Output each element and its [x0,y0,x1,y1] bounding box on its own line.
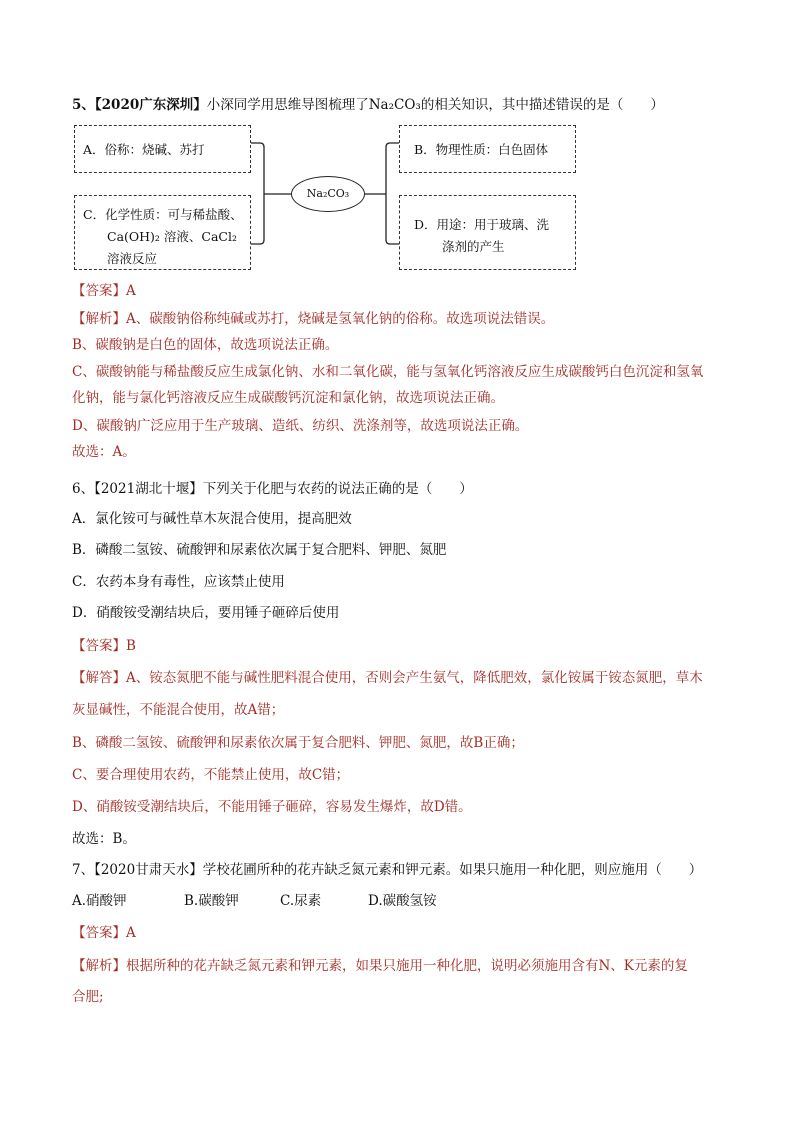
q5-analysis-line-3: C、碳酸钠能与稀盐酸反应生成氯化钠、水和二氧化碳，能与氢氧化钙溶液反应生成碳酸钙白色沉淀和氢氧 [72,364,704,380]
q5-choose: 故选：A。 [72,444,136,460]
q6-option-b: B．磷酸二氢铵、硫酸钾和尿素依次属于复合肥料、钾肥、氮肥 [72,542,447,558]
q5-analysis-line-2: B、碳酸钠是白色的固体，故选项说法正确。 [72,337,339,353]
q6-answer-label: 【答案】 [72,638,126,654]
mindmap-box-c [74,195,251,270]
q6-answer [72,636,724,656]
q7-option-b: B.碳酸钾 [184,893,239,909]
mindmap-box-a [74,125,251,173]
q6-analysis-text-1: A、铵态氮肥不能与碱性肥料混合使用，否则会产生氨气，降低肥效，氯化铵属于铵态氮肥，草木 [126,670,703,686]
box-a-text: A．俗称：烧碱、苏打 [83,142,205,157]
q5-answer-label: 【答案】 [72,283,126,299]
q6-stem-line [72,479,724,499]
right-bracket [386,143,400,244]
q5-analysis-line-5: D、碳酸钠广泛应用于生产玻璃、造纸、纺织、洗涤剂等，故选项说法正确。 [72,418,529,434]
q6-analysis-label: 【解答】 [72,670,126,686]
box-d-line-1: D．用途：用于玻璃、洗 [414,217,550,232]
q7-number: 7、 [72,862,95,878]
mindmap-box-b [399,125,576,173]
q7-stem: 学校花圃所种的花卉缺乏氮元素和钾元素。如果只施用一种化肥，则应施用（ ） [202,862,703,878]
q6-analysis-line-3: B、磷酸二氢铵、硫酸钾和尿素依次属于复合肥料、钾肥、氮肥，故B正确； [72,735,524,751]
left-bracket [250,143,264,244]
q7-analysis-text-1: 根据所种的花卉缺乏氮元素和钾元素，如果只施用一种化肥，说明必须施用含有N、K元素的复 [126,958,688,974]
q7-option-d: D.碳酸氢铵 [368,893,437,909]
q5-stem: 小深同学用思维导图梳理了Na₂CO₃的相关知识，其中描述错误的是（ ） [206,97,664,113]
box-c-line-1: C．化学性质：可与稀盐酸、 [83,207,243,222]
q7-answer-value: A [126,925,136,941]
q6-stem: 下列关于化肥与农药的说法正确的是（ ） [202,481,473,497]
q6-number: 6、 [72,481,95,497]
q7-answer [72,923,724,943]
q6-choose: 故选：B。 [72,831,136,847]
box-c-line-2: Ca(OH)₂ 溶液、CaCl₂ [107,229,237,244]
q5-analysis-label: 【解析】 [72,311,126,327]
q7-analysis-line-2: 合肥; [72,989,104,1005]
q7-option-c: C.尿素 [280,893,322,909]
q7-option-a: A.硝酸钾 [72,893,127,909]
q5-number: 5、 [72,97,95,113]
q5-analysis-text-1: A、碳酸钠俗称纯碱或苏打，烧碱是氢氧化钠的俗称。故选项说法错误。 [126,311,555,327]
mindmap-center-na2co3: Na₂CO₃ [291,176,365,212]
q6-analysis-line-1 [72,668,724,688]
q6-option-c: C．农药本身有毒性，应该禁止使用 [72,574,285,590]
q7-analysis-line-1 [72,956,724,976]
box-c-line-3: 溶液反应 [107,251,158,266]
q6-source-tag: 【2021湖北十堰】 [94,481,203,497]
q6-option-d: D．硝酸铵受潮结块后，要用锤子砸碎后使用 [72,605,340,621]
q6-analysis-line-4: C、要合理使用农药，不能禁止使用，故C错； [72,767,350,783]
q7-analysis-label: 【解析】 [72,958,126,974]
q7-stem-line [72,860,724,880]
box-b-text: B．物理性质：白色固体 [414,142,549,157]
q7-answer-label: 【答案】 [72,925,126,941]
mindmap-box-d [399,195,576,270]
q5-analysis-line-4: 化钠，能与氯化钙溶液反应生成碳酸钙沉淀和氯化钠，故选项说法正确。 [72,390,504,406]
q7-source-tag: 【2020甘肃天水】 [94,862,203,878]
q5-source-tag: 【2020广东深圳】 [94,97,207,113]
q5-answer [72,281,724,301]
q6-analysis-line-5: D、硝酸铵受潮结块后，不能用锤子砸碎，容易发生爆炸，故D错。 [72,799,472,815]
q5-analysis-line-1 [72,309,724,329]
q6-option-a: A．氯化铵可与碱性草木灰混合使用，提高肥效 [72,511,352,527]
box-d-line-2: 涤剂的产生 [442,239,505,254]
q6-answer-value: B [126,638,136,654]
q5-answer-value: A [126,283,136,299]
q6-analysis-line-2: 灰显碱性，不能混合使用，故A错； [72,702,285,718]
